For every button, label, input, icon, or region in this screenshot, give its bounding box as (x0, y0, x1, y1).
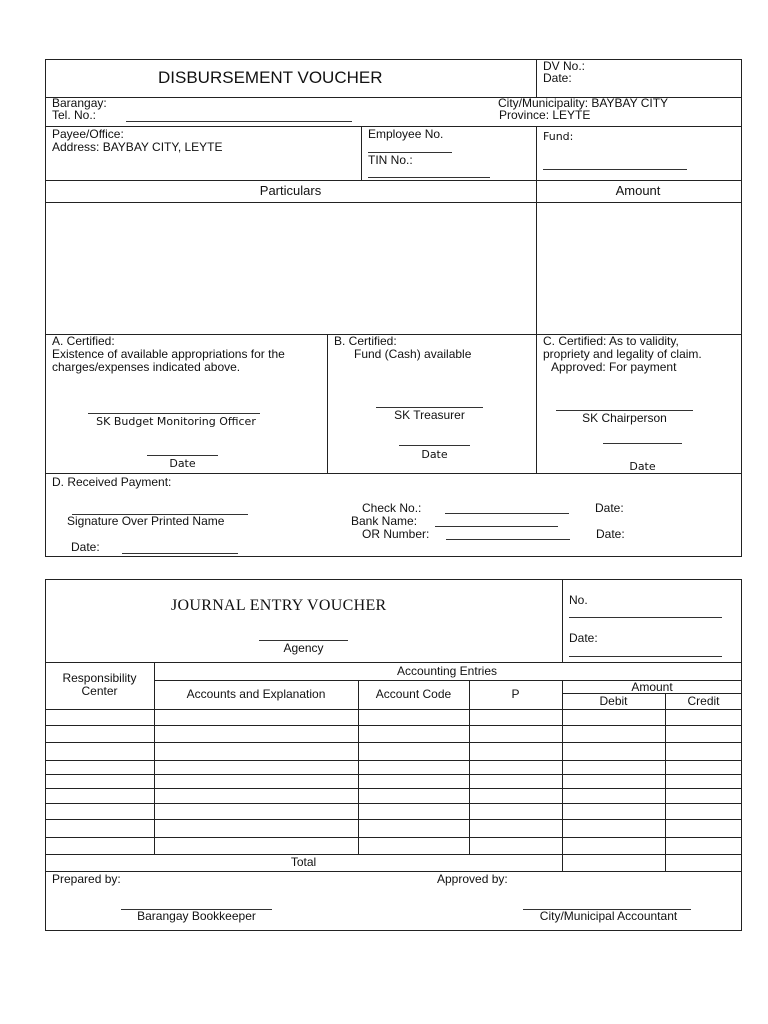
received-date-field[interactable] (122, 553, 238, 554)
particulars-header: Particulars (259, 183, 322, 198)
province: Province: LEYTE (499, 108, 591, 122)
check-no-field[interactable] (445, 513, 569, 514)
agency-label: Agency (283, 641, 324, 655)
tin-no-label: TIN No.: (368, 153, 413, 167)
particulars-entry-area[interactable] (46, 203, 535, 333)
received-payment-label: D. Received Payment: (52, 475, 172, 489)
prepared-by-label: Prepared by: (52, 872, 121, 886)
cert-b-text: Fund (Cash) available (354, 347, 472, 361)
p-header: P (511, 687, 520, 701)
jev-row-line (45, 742, 742, 743)
dv-col-divider (361, 126, 362, 181)
cert-a-date-line[interactable] (147, 455, 218, 456)
cert-c-date-line[interactable] (603, 443, 682, 444)
account-code-header: Account Code (375, 687, 452, 701)
dv-col-divider (327, 334, 328, 474)
fund-field[interactable] (543, 169, 687, 170)
payee-office-label: Payee/Office: (52, 127, 124, 141)
jev-row-line (45, 819, 742, 820)
cert-b-title: B. Certified: (334, 334, 397, 348)
dv-col-divider (536, 59, 537, 98)
amount-header: Amount (615, 183, 661, 198)
or-date-label: Date: (596, 527, 625, 541)
check-no-label: Check No.: (362, 501, 422, 515)
dv-date-label: Date: (543, 71, 572, 85)
employee-no-label: Employee No. (368, 127, 444, 141)
jev-no-label: No. (569, 593, 588, 607)
jev-total-bottom (45, 871, 742, 872)
or-number-label: OR Number: (362, 527, 430, 541)
cert-a-signature-line[interactable] (88, 413, 260, 414)
credit-header: Credit (687, 694, 720, 708)
cert-a-date-label: Date (169, 457, 196, 470)
cert-a-text: charges/expenses indicated above. (52, 360, 241, 374)
tin-no-field[interactable] (368, 177, 490, 178)
city-municipality: City/Municipality: BAYBAY CITY (498, 96, 669, 110)
jev-row-line (45, 837, 742, 838)
jev-row-line (45, 774, 742, 775)
accounting-entries-header: Accounting Entries (396, 664, 498, 678)
accounts-explanation-header: Accounts and Explanation (186, 687, 326, 701)
received-date-label: Date: (71, 540, 100, 554)
resp-center-header: Center (81, 684, 118, 698)
cert-a-title: A. Certified: (52, 334, 115, 348)
bookkeeper-label: Barangay Bookkeeper (137, 909, 256, 923)
cert-c-title: C. Certified: As to validity, (543, 334, 679, 348)
cert-c-text: propriety and legality of claim. (543, 347, 702, 361)
jev-row-line (45, 803, 742, 804)
jev-col-divider (358, 680, 359, 854)
bank-name-label: Bank Name: (351, 514, 418, 528)
resp-center-header: Responsibility (62, 671, 137, 685)
cert-b-signatory: SK Treasurer (394, 408, 465, 422)
amount-entry-area[interactable] (537, 203, 739, 333)
bank-name-field[interactable] (435, 526, 558, 527)
jev-title: JOURNAL ENTRY VOUCHER (171, 597, 387, 614)
jev-table-top (45, 662, 742, 663)
tel-no-label: Tel. No.: (52, 108, 97, 122)
jev-header-bottom (45, 709, 742, 710)
accountant-label: City/Municipal Accountant (539, 909, 678, 923)
cert-c-signatory: SK Chairperson (582, 411, 667, 425)
cert-c-date-label: Date (629, 460, 656, 473)
jev-row-line (45, 725, 742, 726)
cert-b-date-line[interactable] (399, 445, 470, 446)
jev-date-label: Date: (569, 631, 598, 645)
dv-title: DISBURSEMENT VOUCHER (158, 68, 383, 87)
jev-col-divider (562, 680, 563, 871)
journal-entry-voucher-form (45, 579, 742, 931)
dv-row-divider (45, 473, 742, 474)
signature-label: Signature Over Printed Name (67, 514, 225, 528)
jev-date-field[interactable] (569, 656, 722, 657)
cert-b-date-label: Date (421, 448, 448, 461)
jev-row-line (45, 854, 742, 855)
jev-row-line (45, 788, 742, 789)
jev-row-line (45, 760, 742, 761)
cert-a-signatory: SK Budget Monitoring Officer (96, 415, 256, 428)
jev-no-field[interactable] (569, 617, 722, 618)
jev-col-divider (665, 693, 666, 871)
jev-col-divider (562, 579, 563, 663)
or-number-field[interactable] (446, 539, 570, 540)
approved-by-label: Approved by: (437, 872, 508, 886)
barangay-label: Barangay: (52, 96, 107, 110)
fund-label: Fund: (543, 130, 574, 143)
dv-row-divider (45, 180, 742, 181)
total-label: Total (290, 855, 317, 869)
dv-no-label: DV No.: (543, 59, 586, 73)
jev-col-divider (469, 680, 470, 854)
cert-c-text: Approved: For payment (551, 360, 677, 374)
cert-a-text: Existence of available appropriations for the (52, 347, 285, 361)
amount-header: Amount (631, 680, 673, 694)
debit-header: Debit (599, 694, 628, 708)
payee-address: Address: BAYBAY CITY, LEYTE (52, 140, 223, 154)
check-date-label: Date: (595, 501, 624, 515)
tel-no-field[interactable] (126, 121, 352, 122)
